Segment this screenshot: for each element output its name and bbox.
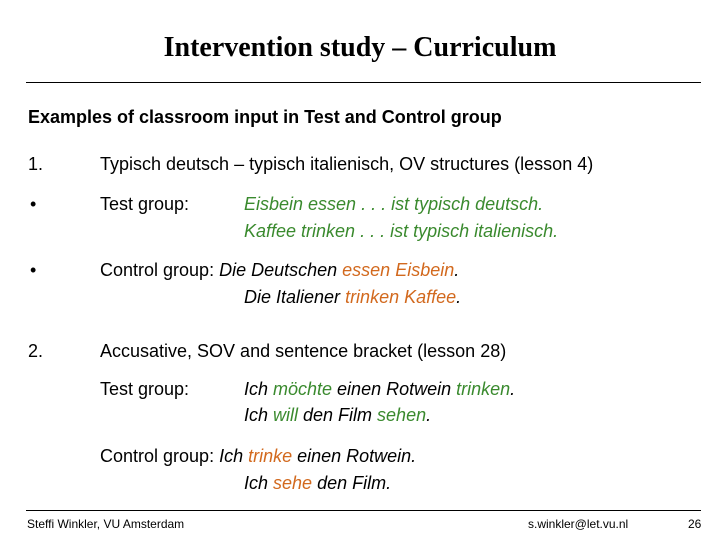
section1-test-example-2: Kaffee trinken . . . ist typisch italienisch. (244, 221, 559, 241)
section2-control-example-2-part-2: den Film. (312, 473, 392, 493)
section2-test-example-2-part-1: Ich (244, 405, 274, 425)
footer-email: s.winkler@let.vu.nl (528, 517, 629, 531)
slide-subtitle: Examples of classroom input in Test and Control group (28, 107, 502, 127)
section2-marker: 2. (28, 341, 44, 361)
section1-control-bullet: • (30, 260, 37, 280)
section1-control-line-1 (100, 258, 459, 282)
section1-control-example-2-part-2: . (456, 287, 462, 307)
section2-test-label: Test group: (100, 379, 190, 399)
section2-control-example-1-part-1: Ich (214, 446, 249, 466)
section1-control-example-1-part-2: . (454, 260, 460, 280)
footer-author: Steffi Winkler, VU Amsterdam (27, 517, 185, 531)
section2-test-example-2-verb: will (273, 405, 299, 425)
section2-test-example-2-part-2: den Film (298, 405, 378, 425)
section2-heading: Accusative, SOV and sentence bracket (lesson 28) (100, 341, 507, 361)
footer-divider (26, 510, 701, 511)
section2-control-label: Control group: (100, 446, 215, 466)
title-divider (26, 82, 701, 83)
section2-control-example-1-part-2: einen Rotwein. (292, 446, 417, 466)
footer-page-number: 26 (688, 517, 702, 531)
section1-test-bullet: • (30, 194, 37, 214)
section2-test-example-1-verb: möchte (273, 379, 333, 399)
section1-control-example-2-highlight: trinken Kaffee (345, 287, 457, 307)
section1-heading: Typisch deutsch – typisch italienisch, OV structures (lesson 4) (100, 154, 594, 174)
section1-control-example-1-highlight: essen Eisbein (342, 260, 455, 280)
section2-test-example-1-infinitive: trinken (456, 379, 511, 399)
section2-test-example-1-part-2: einen Rotwein (332, 379, 457, 399)
section2-test-example-2-infinitive: sehen (377, 405, 427, 425)
section1-marker: 1. (28, 154, 44, 174)
section1-control-label: Control group: (100, 260, 215, 280)
slide-title: Intervention study – Curriculum (163, 32, 557, 63)
section2-test-example-1-part-1: Ich (244, 379, 274, 399)
section1-test-label: Test group: (100, 194, 190, 214)
section2-test-example-1-part-3: . (510, 379, 516, 399)
section2-control-example-2-verb: sehe (273, 473, 313, 493)
section2-control-example-2-part-1: Ich (244, 473, 274, 493)
section2-test-line-1 (244, 377, 515, 401)
section2-control-line-2 (244, 471, 391, 495)
section2-test-example-2-part-3: . (426, 405, 432, 425)
section2-control-line-1 (100, 444, 416, 468)
section1-control-line-2 (244, 285, 461, 309)
section1-control-example-1-part-1: Die Deutschen (214, 260, 343, 280)
section1-test-example-1: Eisbein essen . . . ist typisch deutsch. (244, 194, 544, 214)
section2-control-example-1-verb: trinke (248, 446, 293, 466)
section2-test-line-2 (244, 403, 431, 427)
section1-control-example-2-part-1: Die Italiener (244, 287, 346, 307)
